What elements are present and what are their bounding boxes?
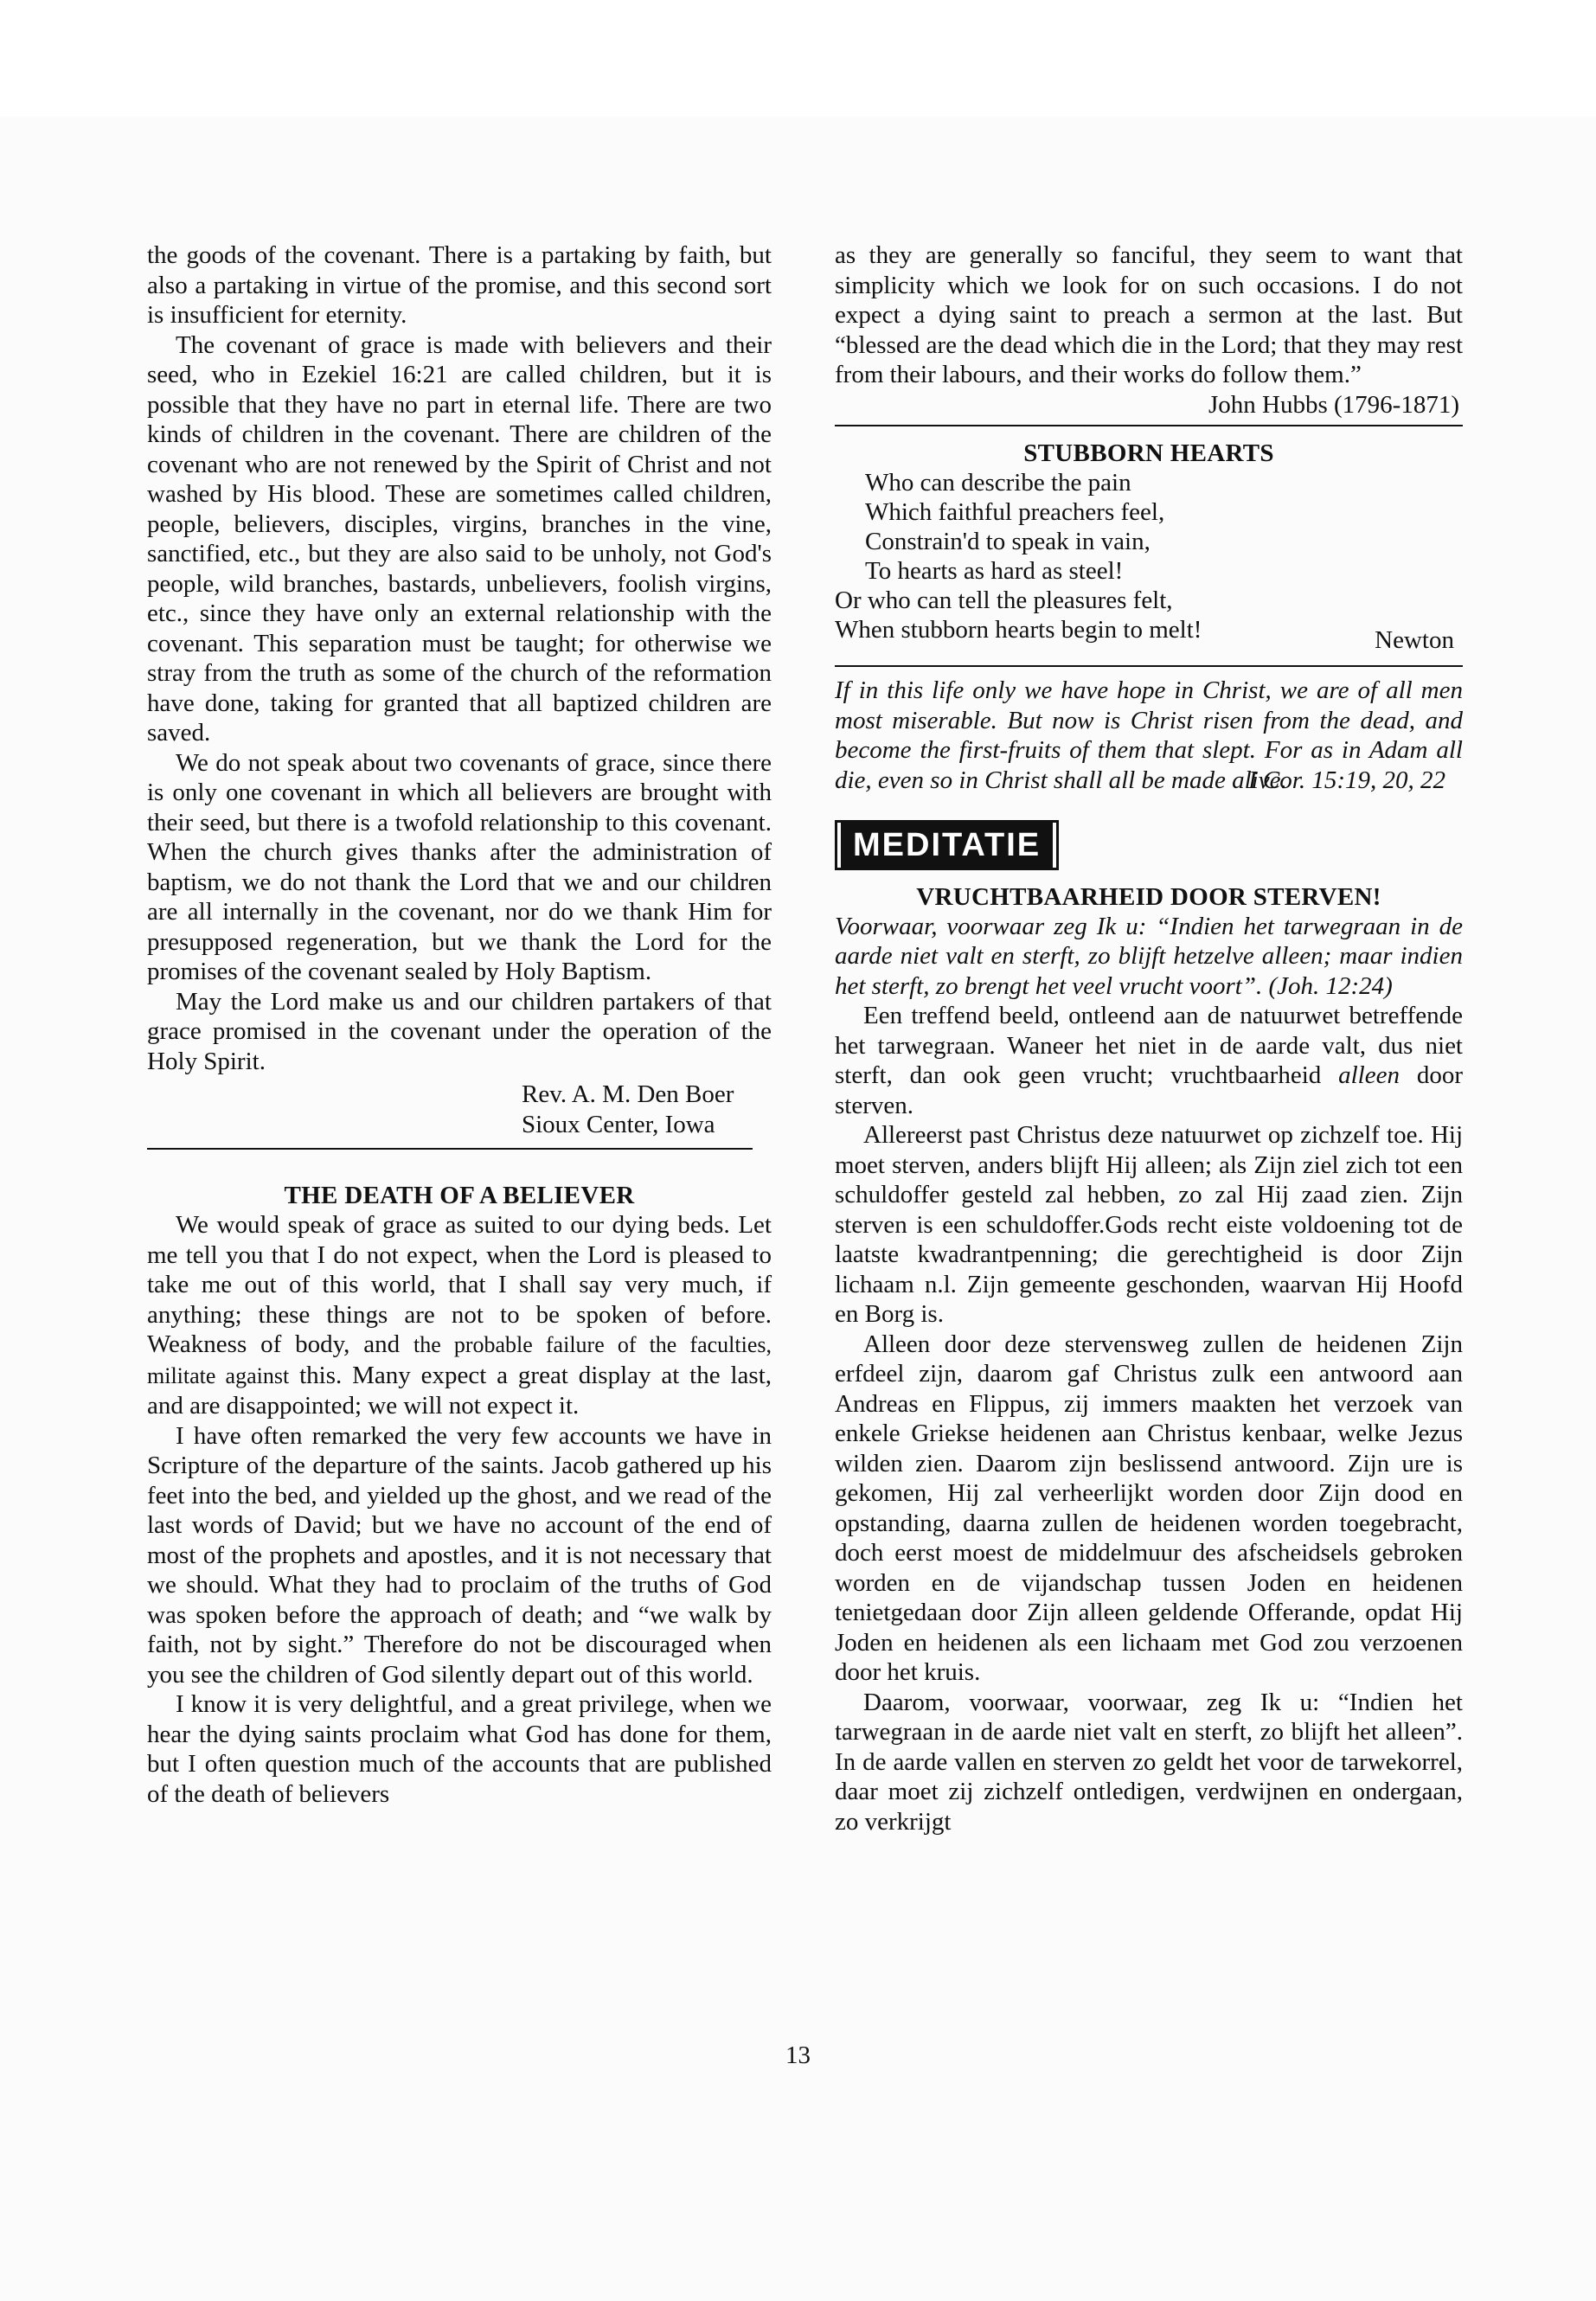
article-title: THE DEATH OF A BELIEVER <box>284 1182 635 1209</box>
poem-line: Which faithful preachers feel, <box>865 498 1165 526</box>
paragraph <box>835 1001 1463 1120</box>
left-column <box>147 240 772 1809</box>
poem-line: To hearts as hard as steel! <box>865 557 1124 585</box>
paragraph: Daarom, voorwaar, voorwaar, zeg Ik u: “Indien het tarwegraan in de aarde niet valt en sterft, zo blijft het alleen”. In de aarde vallen en sterven zo geldt het voor de tarwekorrel, daar moet zij zichzelf ontledigen, verdwijnen en ondergaan, zo verkrijgt <box>835 1688 1463 1836</box>
paragraph-text: Een treffend beeld, ontleend aan de natuurwet betreffende het tarwegraan. Waneer het niet in de aarde valt, dus niet sterft, dan ook geen vrucht; vruchtbaarheid <box>835 1002 1463 1089</box>
paragraph: I know it is very delightful, and a great privilege, when we hear the dying saints proclaim what God has done for them, but I often question much of the accounts that are published of the death of believers <box>147 1690 772 1808</box>
paragraph: Alleen door deze stervensweg zullen de heidenen Zijn erfdeel zijn, daarom gaf Christus zulk een antwoord aan Andreas en Flippus, zij immers maakten het verzoek van enkele Griekse heidenen aan Christus kenbaar, welke Jezus wilden zien. Daarom zijn beslissend antwoord. Zijn ure is gekomen, Hij zal verheerlijkt worden door Zijn dood en opstanding, daarna zullen de heidenen worden toegebracht, doch eerst moest de middelmuur des afscheidsels gebroken worden en de vijandschap tussen Joden en heidenen tenietgedaan door Zijn alleen geldende Offerande, opdat Hij Joden en heidenen als een lichaam met God zou verzoenen door het kruis. <box>835 1330 1463 1686</box>
author-signature: John Hubbs (1796-1871) <box>1208 390 1459 419</box>
right-column <box>835 240 1463 1836</box>
meditation-text: Voorwaar, voorwaar zeg Ik u: “Indien het tarwegraan in de aarde niet valt en sterft, zo blijft hetzelve alleen; maar indien het sterft, zo brengt het veel vrucht voort”. (Joh. 12:24) <box>835 912 1463 1000</box>
paragraph-text: the probable failure of the faculties, militate against <box>147 1332 772 1388</box>
scripture-reference: I Cor. 15:19, 20, 22 <box>1248 766 1445 794</box>
emphasis-text: alleen <box>1338 1061 1400 1089</box>
paragraph: May the Lord make us and our children partakers of that grace promised in the covenant under the operation of the Holy Spirit. <box>147 987 772 1075</box>
paragraph: the goods of the covenant. There is a partaking by faith, but also a partaking in virtue of the promise, and this second sort is insufficient for eternity. <box>147 241 772 329</box>
badge-label: MEDITATIE <box>841 822 1053 868</box>
badge-frame <box>835 820 1059 870</box>
author-place: Sioux Center, Iowa <box>522 1110 715 1138</box>
paragraph <box>147 1210 772 1421</box>
page-number: 13 <box>785 2041 811 2069</box>
poem-line: Or who can tell the pleasures felt, <box>835 586 1173 614</box>
paragraph: Allereerst past Christus deze natuurwet op zichzelf toe. Hij moet sterven, anders blijft Hij alleen; als Zijn ziel zich tot een schuldoffer gesteld zal hebben, zo zal Hij zaad zien. Zijn sterven is een schuldoffer.Gods recht eiste voldoening tot de laatste kwadrantpenning; die gerechtigheid is door Zijn lichaam n.l. Zijn gemeente geschonden, waarvan Hij Hoofd en Borg is. <box>835 1121 1463 1328</box>
author-signature <box>147 1080 772 1139</box>
poem-line: Who can describe the pain <box>865 469 1131 497</box>
paragraph-text: this. Many expect a great display at the last, and are disappointed; we will not expect it. <box>147 1361 772 1420</box>
meditation-title: VRUCHTBAARHEID DOOR STERVEN! <box>916 882 1381 911</box>
paragraph-text: door sterven. <box>835 1061 1464 1119</box>
author-name: Rev. A. M. Den Boer <box>522 1080 734 1108</box>
paragraph-text: We would speak of grace as suited to our dying beds. Let me tell you that I do not expect, when the Lord is pleased to take me out of this world, that I shall say very much, if anything; these things are not to be spoken of before. Weakness of body, and <box>147 1211 772 1358</box>
paragraph: We do not speak about two covenants of grace, since there is only one covenant in which all believers are brought with their seed, but there is a twofold relationship to this covenant. When the church gives thanks after the administration of baptism, we do not thank the Lord that we and our children are all internally in the covenant, nor do we thank Him for presupposed regeneration, but we thank the Lord for the promises of the covenant sealed by Holy Baptism. <box>147 748 772 985</box>
poem <box>835 468 1463 654</box>
poem-title: STUBBORN HEARTS <box>1023 439 1274 467</box>
poem-line: Constrain'd to speak in vain, <box>865 528 1151 555</box>
paragraph: as they are generally so fanciful, they seem to want that simplicity which we look for on such occasions. I do not expect a dying saint to preach a sermon at the last. But “blessed are the dead which die in the Lord; that they may rest from their labours, and their works do follow them.” <box>835 241 1463 388</box>
scripture-quote: If in this life only we have hope in Christ, we are of all men most miserable. But now is Christ risen from the dead, and become the first-fruits of them that slept. For as in Adam all die, even so in Christ shall all be made alive. <box>835 676 1463 794</box>
poem-line: When stubborn hearts begin to melt! <box>835 616 1202 644</box>
paragraph: The covenant of grace is made with believers and their seed, who in Ezekiel 16:21 are called children, but it is possible that they have no part in eternal life. There are two kinds of children in the covenant. There are children of the covenant who are not renewed by the Spirit of Christ and not washed by His blood. These are sometimes called children, people, believers, disciples, virgins, branches in the vine, sanctified, etc., but they are also said to be unholy, not God's people, wild branches, bastards, unbelievers, foolish virgins, etc., since they have only an external relationship with the covenant. This separation must be taught; for otherwise we stray from the truth as some of the church of the reformation have done, taking for granted that all baptized children are saved. <box>147 330 772 747</box>
poem-last-line <box>835 615 1463 654</box>
section-badge <box>835 820 1463 870</box>
poem-author: Newton <box>1375 626 1454 654</box>
paragraph: I have often remarked the very few accounts we have in Scripture of the departure of the saints. Jacob gathered up his feet into the bed, and yielded up the ghost, and we read of the last words of David; but we have no account of the end of most of the prophets and apostles, and it is not necessary that we should. What they had to proclaim of the truths of God was spoken before the approach of death; and “we walk by faith, not by sight.” Therefore do not be discouraged when you see the children of God silently depart out of this world. <box>147 1421 772 1689</box>
